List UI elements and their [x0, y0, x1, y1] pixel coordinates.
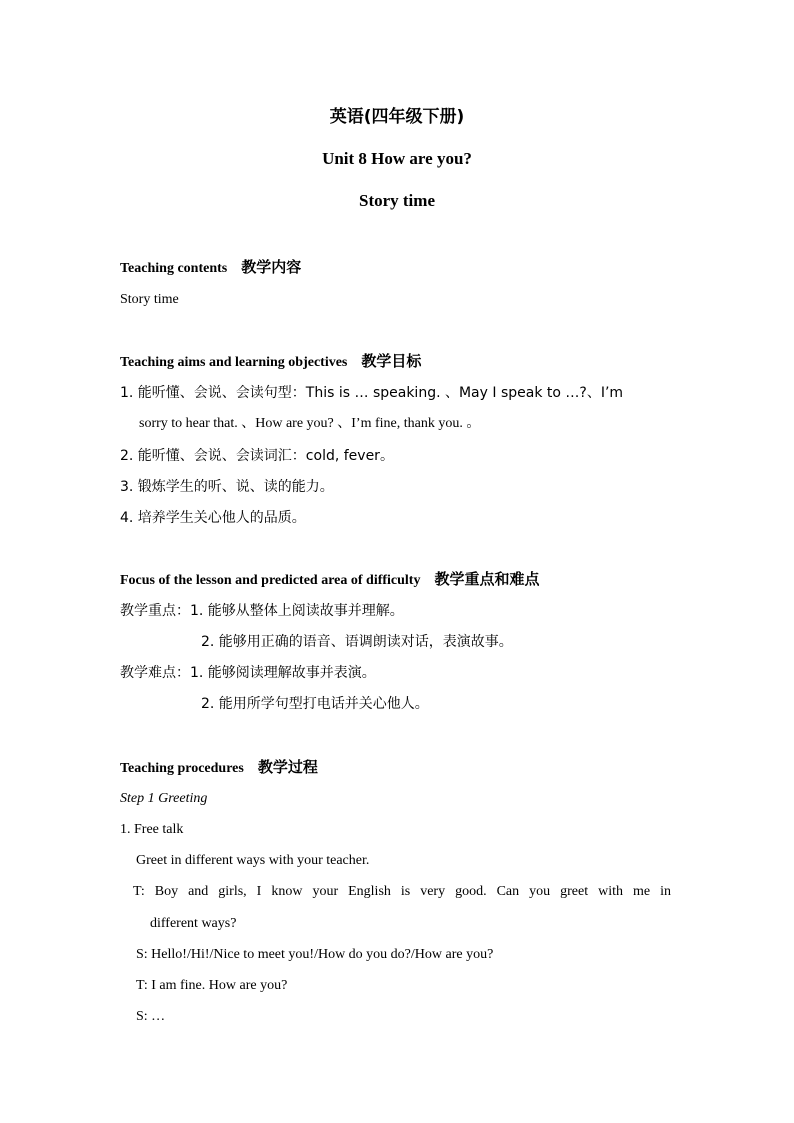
step-1-heading: Step 1 Greeting [120, 791, 208, 806]
unit-title: Unit 8 How are you? [322, 149, 472, 168]
aim-item-2: 2. 能听懂、会说、会读词汇：cold, fever。 [120, 448, 394, 464]
aim-item-3: 3. 锻炼学生的听、说、读的能力。 [120, 479, 334, 495]
greet-instruction: Greet in different ways with your teacher. [136, 853, 370, 868]
focus-heading: Focus of the lesson and predicted area of difficulty 教学重点和难点 [120, 570, 540, 588]
aim-item-1-cont: sorry to hear that. 、How are you? 、I’m fine, thank you. 。 [139, 416, 481, 431]
free-talk-item: 1. Free talk [120, 822, 184, 837]
student-line-1: S: Hello!/Hi!/Nice to meet you!/How do you do?/How are you? [136, 947, 494, 962]
key-point-2: 2. 能够用正确的语音、语调朗读对话，表演故事。 [201, 634, 513, 650]
aims-heading: Teaching aims and learning objectives 教学目标 [120, 352, 422, 370]
teacher-line-1-cont: different ways? [150, 916, 237, 931]
difficulty-point-1: 教学难点：1. 能够阅读理解故事并表演。 [120, 665, 376, 681]
aim-item-4: 4. 培养学生关心他人的品质。 [120, 510, 306, 526]
difficulty-point-2: 2. 能用所学句型打电话并关心他人。 [201, 696, 429, 712]
aim-item-1: 1. 能听懂、会说、会读句型：This is … speaking. 、May I speak to …?、I’m [120, 385, 624, 401]
difficulty-label: 教学难点： [120, 665, 190, 681]
contents-text: Story time [120, 292, 179, 307]
teacher-line-2: T: I am fine. How are you? [136, 978, 288, 993]
contents-heading: Teaching contents 教学内容 [120, 258, 302, 276]
student-line-2: S: … [136, 1009, 166, 1024]
key-label: 教学重点： [120, 603, 190, 619]
document-title: 英语(四年级下册) [329, 107, 465, 127]
key-point-1: 教学重点：1. 能够从整体上阅读故事并理解。 [120, 603, 404, 619]
lesson-title: Story time [358, 191, 435, 210]
procedures-heading: Teaching procedures 教学过程 [120, 758, 318, 776]
teacher-line-1: T: Boy and girls, I know your English is very good. Can you greet with me in [133, 884, 671, 899]
